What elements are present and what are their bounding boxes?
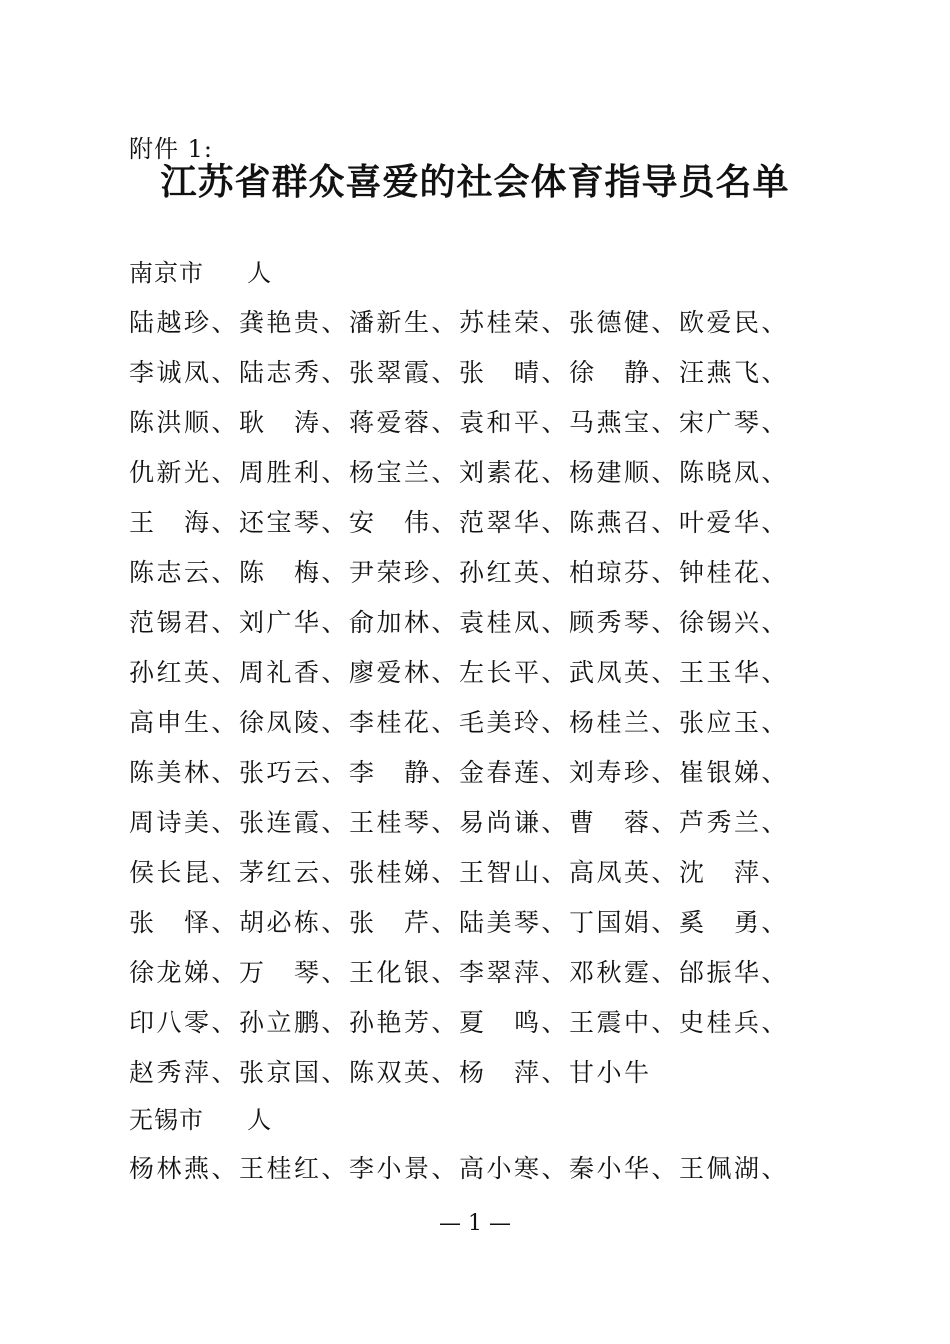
name-line: 陆越珍、龚艳贵、潘新生、苏桂荣、张德健、欧爱民、 bbox=[129, 308, 790, 337]
name-line: 高申生、徐凤陵、李桂花、毛美玲、杨桂兰、张应玉、 bbox=[129, 708, 790, 737]
name-line: 李诚凤、陆志秀、张翠霞、张 晴、徐 静、汪燕飞、 bbox=[129, 358, 790, 387]
page-title: 江苏省群众喜爱的社会体育指导员名单 bbox=[160, 161, 790, 203]
name-line: 侯长昆、茅红云、张桂娣、王智山、高凤英、沈 萍、 bbox=[129, 858, 790, 887]
name-line: 范锡君、刘广华、俞加林、袁桂凤、顾秀琴、徐锡兴、 bbox=[129, 608, 790, 637]
section-header-nanjing: 南京市 人 bbox=[129, 259, 273, 287]
name-line: 周诗美、张连霞、王桂琴、易尚谦、曹 蓉、芦秀兰、 bbox=[129, 808, 790, 837]
name-line: 杨林燕、王桂红、李小景、高小寒、秦小华、王佩湖、 bbox=[129, 1154, 790, 1183]
name-line: 陈洪顺、耿 涛、蒋爱蓉、袁和平、马燕宝、宋广琴、 bbox=[129, 408, 790, 437]
name-line: 陈志云、陈 梅、尹荣珍、孙红英、柏琼芬、钟桂花、 bbox=[129, 558, 790, 587]
name-line: 赵秀萍、张京国、陈双英、杨 萍、甘小牛 bbox=[129, 1058, 652, 1087]
name-line: 陈美林、张巧云、李 静、金春莲、刘寿珍、崔银娣、 bbox=[129, 758, 790, 787]
name-line: 印八零、孙立鹏、孙艳芳、夏 鸣、王震中、史桂兵、 bbox=[129, 1008, 790, 1037]
name-line: 仇新光、周胜利、杨宝兰、刘素花、杨建顺、陈晓凤、 bbox=[129, 458, 790, 487]
attachment-label: 附件 1: bbox=[129, 135, 213, 163]
name-list-nanjing bbox=[129, 298, 790, 1098]
name-list-wuxi bbox=[129, 1144, 790, 1194]
page-number: — 1 — bbox=[439, 1211, 511, 1236]
name-line: 徐龙娣、万 琴、王化银、李翠萍、邓秋霆、邰振华、 bbox=[129, 958, 790, 987]
name-line: 王 海、还宝琴、安 伟、范翠华、陈燕召、叶爱华、 bbox=[129, 508, 790, 537]
name-line: 张 怿、胡必栋、张 芹、陆美琴、丁国娟、奚 勇、 bbox=[129, 908, 790, 937]
name-line: 孙红英、周礼香、廖爱林、左长平、武凤英、王玉华、 bbox=[129, 658, 790, 687]
section-header-wuxi: 无锡市 人 bbox=[129, 1106, 273, 1134]
